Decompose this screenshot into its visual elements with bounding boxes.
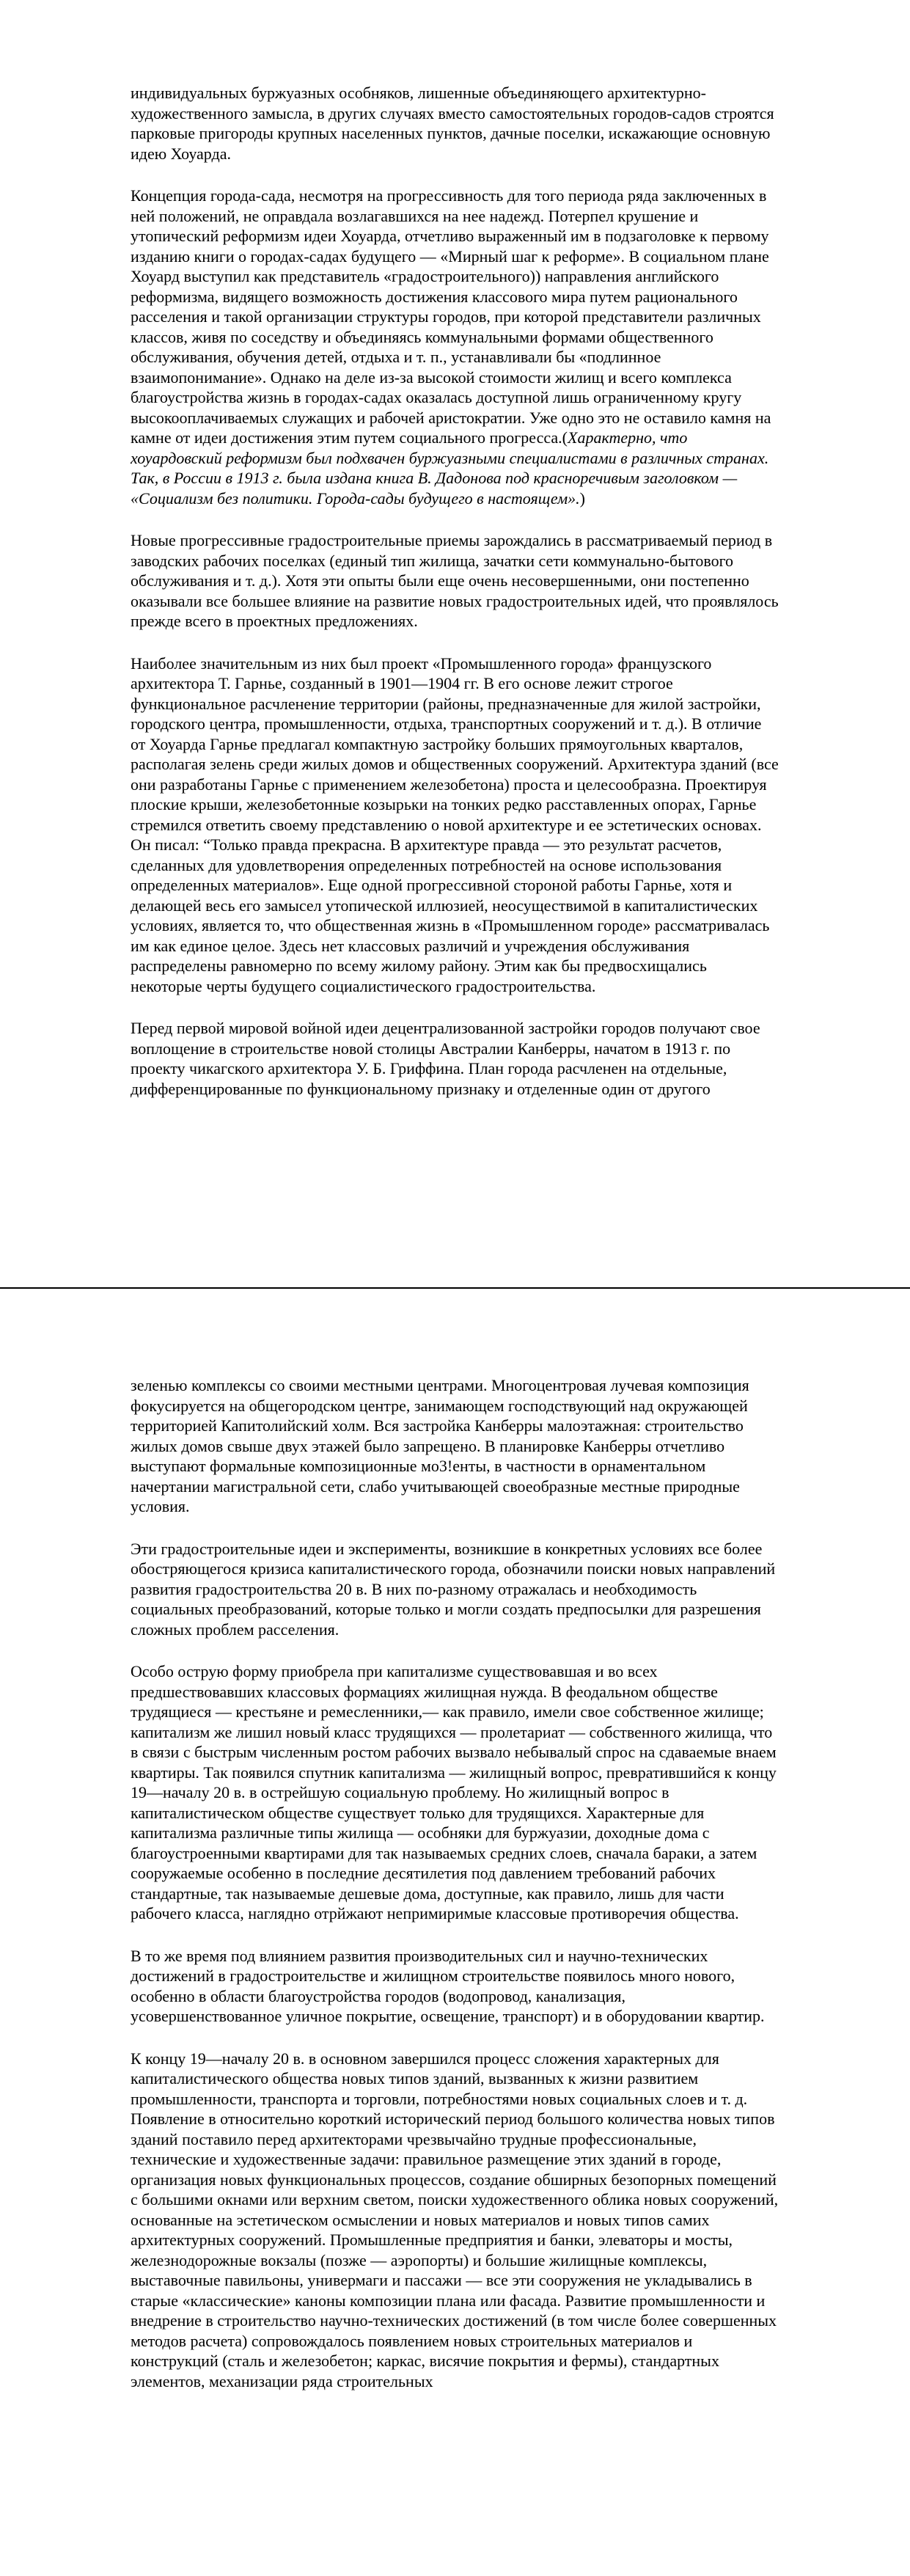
paragraph: К концу 19—началу 20 в. в основном завершился процесс сложения характерных для капиталистического общества новых типов зданий, вызванных к жизни развитием промышленности, транспорта и торговли, потребностями новых социальных слоев и т. д. Появление в относительно короткий исторический период большого количества новых типов зданий поставило перед архитекторами чрезвычайно трудные профессиональные, технические и художественные задачи: правильное размещение этих зданий в городе, организация новых функциональных процессов, создание обширных безопорных помещений с большими окнами или верхним светом, поиски художественного облика новых сооружений, основанные на эстетическом осмыслении и новых материалов и новых типов самих архитектурных сооружений. Промышленные предприятия и банки, элеваторы и мосты, железнодорожные вокзалы (позже — аэропорты) и большие жилищные комплексы, выставочные павильоны, универмаги и пассажи — все эти сооружения не укладывались в старые «классические» каноны композиции плана или фасада. Развитие промышленности и внедрение в строительство научно-технических достижений (в том числе более совершенных методов расчета) сопровождалось появлением новых строительных материалов и конструкций (сталь и железобетон; каркас, висячие покрытия и фермы), стандартных элементов, механизации ряда строительных: [131, 2049, 779, 2390]
paragraph: Перед первой мировой войной идеи децентрализованной застройки городов получают свое воплощение в строительстве новой столицы Австралии Канберры, начатом в 1913 г. по проекту чикагского архитектора У. Б. Гриффина. План города расчленен на отдельные, дифференцированные по функциональному признаку и отделенные один от другого: [131, 1019, 760, 1098]
paragraph: Новые прогрессивные градостроительные приемы зарождались в рассматриваемый период в заводских рабочих поселках (единый тип жилища, зачатки сети коммунально-бытового обслуживания и т. д.). Хотя эти опыты были еще очень несовершенными, они постепенно оказывали все большее влияние на развитие новых градостроительных идей, что проявлялось прежде всего в проектных предложениях.: [131, 531, 779, 630]
paragraph: индивидуальных буржуазных особняков, лишенные объединяющего архитектурно-художественного замысла, в других случаях вместо самостоятельных городов-садов строятся парковые пригороды крупных населенных пунктов, дачные поселки, искажающие основную идею Хоуарда.: [131, 84, 774, 163]
paragraph: зеленью комплексы со своими местными центрами. Многоцентровая лучевая композиция фокусируется на общегородском центре, занимающем господствующий над окружающей территорией Капитолийский холм. Вся застройка Канберры малоэтажная: строительство жилых домов свыше двух этажей было запрещено. В планировке Канберры отчетливо выступают формальные композиционные мо3!енты, в частности в орнаментальном начертании магистральной сети, слабо учитывающей своеобразные местные природные условия.: [131, 1376, 749, 1515]
paragraph: Эти градостроительные идеи и эксперименты, возникшие в конкретных условиях все более обостряющегося кризиса капиталистического города, обозначили поиски новых направлений развития градостроительства 20 в. В них по-разному отражалась и необходимость социальных преобразований, которые только и могли создать предпосылки для разрешения сложных проблем расселения.: [131, 1539, 776, 1639]
document-page-2: [0, 1289, 910, 2576]
closing-paren: ): [579, 489, 585, 508]
paragraph: Особо острую форму приобрела при капитализме существовавшая и во всех предшествовавших классовых формациях жилищная нужда. В феодальном обществе трудящиеся — крестьяне и ремесленники,— как правило, имели свое собственное жилище; капитализм же лишил новый класс трудящихся — пролетариат — собственного жилища, что в связи с быстрым численным ростом рабочих вызвало небывалый спрос на сдаваемые внаем квартиры. Так появился спутник капитализма — жилищный вопрос, превратившийся к концу 19—началу 20 в. в острейшую социальную проблему. Но жилищный вопрос в капиталистическом обществе существует только для трудящихся. Характерные для капитализма различные типы жилища — особняки для буржуазии, доходные дома с благоустроенными квартирами для так называемых средних слоев, сначала бараки, а затем сооружаемые особенно в последние десятилетия под давлением требований рабочих стандартные, так называемые дешевые дома, доступные, как правило, лишь для части рабочего класса, наглядно отрйжают непримиримые классовые противоречия общества.: [131, 1662, 777, 1922]
italic-note: Характерно, что хоуардовский реформизм был подхвачен буржуазными специалистами в различных странах. Так, в России в 1913 г. была издана книга В. Дадонова под красноречивым заголовком — «Социализм без политики. Города-сады будущего в настоящем».: [131, 428, 769, 508]
paragraph: В то же время под влиянием развития производительных сил и научно-технических достижений в градостроительстве и жилищном строительстве появилось много нового, особенно в области благоустройства городов (водопровод, канализация, усовершенствованное уличное покрытие, освещение, транспорт) и в оборудовании квартир.: [131, 1946, 765, 2025]
paragraph-text: Концепция города-сада, несмотря на прогрессивность для того периода ряда заключенных в ней положений, не оправдала возлагавшихся на нее надежд. Потерпел крушение и утопический реформизм идеи Хоуарда, отчетливо выраженный им в подзаголовке к первому изданию книги о городах-садах будущего — «Мирный шаг к реформе». В социальном плане Хоуард выступил как представитель «градостроительного)) направления английского реформизма, видящего возможность достижения классового мира путем рационального расселения и такой организации структуры городов, при которой представители различных классов, живя по соседству и объединяясь коммунальными формами общественного обслуживания, обучения детей, отдыха и т. п., устанавливали бы «подлинное взаимопонимание». Однако на деле из-за высокой стоимости жилищ и всего комплекса благоустройства жизнь в городах-садах оказалась доступной лишь ограниченному кругу высокооплачиваемых служащих и рабочей аристократии. Уже одно это не оставило камня на камне от идеи достижения этим путем социального прогресса.(: [131, 186, 771, 447]
paragraph: [131, 186, 779, 508]
document-page-1: [0, 0, 910, 1287]
paragraph: Наиболее значительным из них был проект «Промышленного города» французского архитектора Т. Гарнье, созданный в 1901—1904 гг. В его основе лежит строгое функциональное расчленение территории (районы, предназначенные для жилой застройки, городского центра, промышленности, отдыха, транспортных сооружений и т. д.). В отличие от Хоуарда Гарнье предлагал компактную застройку больших прямоугольных кварталов, располагая зелень среди жилых домов и общественных сооружений. Архитектура зданий (все они разработаны Гарнье с применением железобетона) проста и целесообразна. Проектируя плоские крыши, железобетонные козырьки на тонких редко расставленных опорах, Гарнье стремился ответить своему представлению о новой архитектуре и ее эстетических основах. Он писал: “Только правда прекрасна. В архитектуре правда — это результат расчетов, сделанных для удовлетворения определенных потребностей на основе использования определенных материалов». Еще одной прогрессивной стороной работы Гарнье, хотя и делающей весь его замысел утопической иллюзией, неосуществимой в капиталистических условиях, является то, что общественная жизнь в «Промышленном городе» рассматривалась им как единое целое. Здесь нет классовых различий и учреждения обслуживания распределены равномерно по всему жилому району. Этим как бы предвосхищались некоторые черты будущего социалистического градостроительства.: [131, 654, 779, 995]
